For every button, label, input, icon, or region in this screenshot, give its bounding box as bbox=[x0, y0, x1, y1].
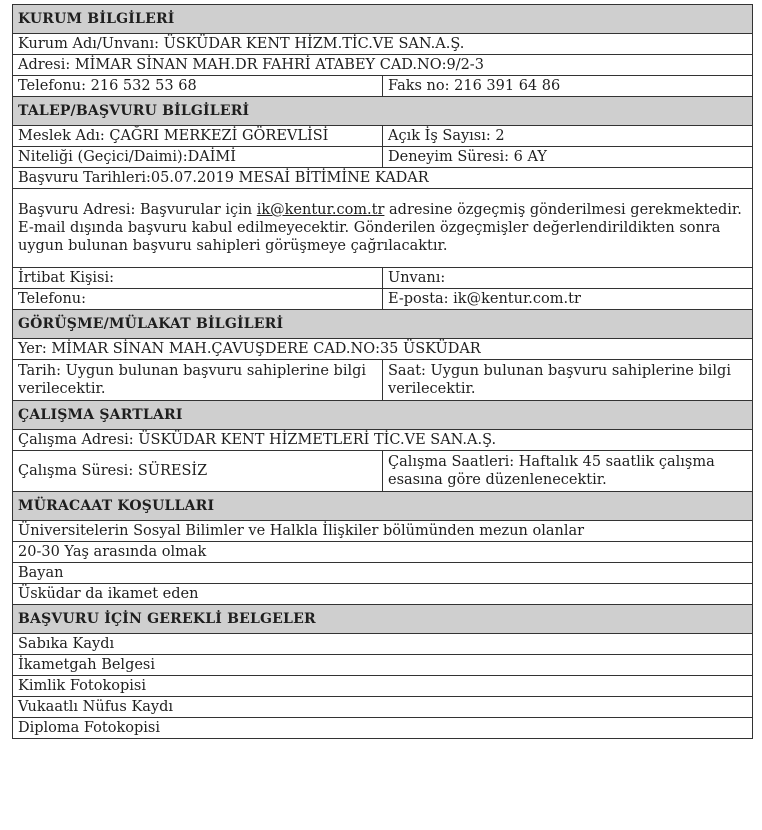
belge-item: Kimlik Fotokopisi bbox=[13, 676, 753, 697]
section-header-talep: TALEP/BAŞVURU BİLGİLERİ bbox=[13, 97, 753, 126]
form-table bbox=[12, 4, 753, 739]
irtibat-kisisi: İrtibat Kişisi: bbox=[13, 268, 383, 289]
basvuru-tarihleri: Başvuru Tarihleri:05.07.2019 MESAİ BİTİMİNE KADAR bbox=[13, 168, 753, 189]
section-header-belgeler: BAŞVURU İÇİN GEREKLİ BELGELER bbox=[13, 605, 753, 634]
acik-is-sayisi: Açık İş Sayısı: 2 bbox=[383, 126, 753, 147]
gorusme-saat: Saat: Uygun bulunan başvuru sahiplerine bilgi verilecektir. bbox=[383, 360, 753, 401]
section-header-kurum: KURUM BİLGİLERİ bbox=[13, 5, 753, 34]
section-header-gorusme: GÖRÜŞME/MÜLAKAT BİLGİLERİ bbox=[13, 310, 753, 339]
muracaat-item: 20-30 Yaş arasında olmak bbox=[13, 542, 753, 563]
calisma-suresi: Çalışma Süresi: SÜRESİZ bbox=[13, 451, 383, 492]
basvuru-adresi bbox=[13, 189, 753, 268]
kurum-adi: Kurum Adı/Unvanı: ÜSKÜDAR KENT HİZM.TİC.VE SAN.A.Ş. bbox=[13, 34, 753, 55]
kurum-telefon: Telefonu: 216 532 53 68 bbox=[13, 76, 383, 97]
basvuru-adresi-text: adresine özgeçmiş gönderilmesi gerekmektedir. E-mail dışında başvuru kabul edilmeyecektir. Gönderilen özgeçmişler değerlendirildikten sonra uygun bulunan başvuru sahipleri görüşmeye çağrılacaktır. bbox=[18, 202, 742, 254]
job-posting-form bbox=[12, 4, 752, 739]
niteligi: Niteliği (Geçici/Daimi):DAİMİ bbox=[13, 147, 383, 168]
muracaat-item: Üsküdar da ikamet eden bbox=[13, 584, 753, 605]
calisma-saatleri: Çalışma Saatleri: Haftalık 45 saatlik çalışma esasına göre düzenlenecektir. bbox=[383, 451, 753, 492]
muracaat-item: Bayan bbox=[13, 563, 753, 584]
belge-item: Vukaatlı Nüfus Kaydı bbox=[13, 697, 753, 718]
email-link[interactable]: ik@kentur.com.tr bbox=[256, 202, 385, 218]
belge-item: Diploma Fotokopisi bbox=[13, 718, 753, 739]
kurum-faks: Faks no: 216 391 64 86 bbox=[383, 76, 753, 97]
belge-item: İkametgah Belgesi bbox=[13, 655, 753, 676]
irtibat-eposta: E-posta: ik@kentur.com.tr bbox=[383, 289, 753, 310]
meslek-adi: Meslek Adı: ÇAĞRI MERKEZİ GÖREVLİSİ bbox=[13, 126, 383, 147]
belge-item: Sabıka Kaydı bbox=[13, 634, 753, 655]
basvuru-adresi-prefix: Başvuru Adresi: Başvurular için bbox=[18, 202, 257, 218]
gorusme-tarih: Tarih: Uygun bulunan başvuru sahiplerine bilgi verilecektir. bbox=[13, 360, 383, 401]
deneyim-suresi: Deneyim Süresi: 6 AY bbox=[383, 147, 753, 168]
muracaat-item: Üniversitelerin Sosyal Bilimler ve Halkla İlişkiler bölümünden mezun olanlar bbox=[13, 521, 753, 542]
section-header-muracaat: MÜRACAAT KOŞULLARI bbox=[13, 492, 753, 521]
irtibat-unvani: Unvanı: bbox=[383, 268, 753, 289]
gorusme-yer: Yer: MİMAR SİNAN MAH.ÇAVUŞDERE CAD.NO:35 ÜSKÜDAR bbox=[13, 339, 753, 360]
calisma-adresi: Çalışma Adresi: ÜSKÜDAR KENT HİZMETLERİ TİC.VE SAN.A.Ş. bbox=[13, 430, 753, 451]
section-header-calisma: ÇALIŞMA ŞARTLARI bbox=[13, 401, 753, 430]
kurum-adres: Adresi: MİMAR SİNAN MAH.DR FAHRİ ATABEY CAD.NO:9/2-3 bbox=[13, 55, 753, 76]
irtibat-telefonu: Telefonu: bbox=[13, 289, 383, 310]
